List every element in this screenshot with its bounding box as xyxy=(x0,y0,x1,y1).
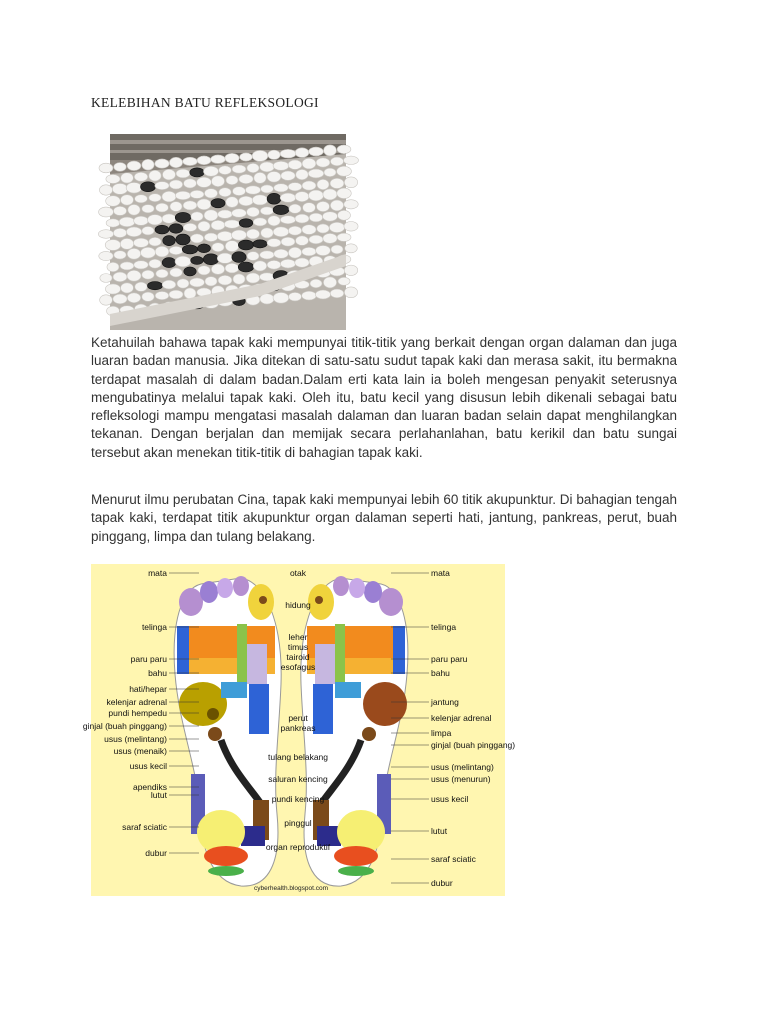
chart-label: usus kecil xyxy=(129,761,167,771)
chart-label: pundi hempedu xyxy=(108,708,167,718)
stone xyxy=(280,259,295,268)
stone xyxy=(218,275,232,285)
stone xyxy=(112,183,127,194)
stone xyxy=(198,244,211,253)
stone xyxy=(233,187,246,196)
stone xyxy=(233,274,245,284)
stone xyxy=(260,207,273,215)
stone xyxy=(212,243,224,252)
stone xyxy=(330,178,344,188)
stone xyxy=(261,185,274,193)
stone xyxy=(121,283,134,293)
stone xyxy=(191,256,204,264)
stone xyxy=(288,183,302,191)
chart-label: tairoid xyxy=(286,652,310,662)
stone xyxy=(273,292,289,303)
chart-label: pankreas xyxy=(280,723,316,733)
stone xyxy=(238,262,254,272)
chart-label: apendiks xyxy=(132,782,167,792)
chart-label: timus xyxy=(287,642,309,652)
chart-label: kelenjar adrenal xyxy=(106,697,167,707)
stone xyxy=(203,166,218,176)
stone xyxy=(162,214,176,223)
stone xyxy=(288,247,301,258)
stone xyxy=(344,177,357,188)
stone xyxy=(295,258,309,267)
stone xyxy=(289,292,302,301)
stone xyxy=(183,201,197,210)
stone xyxy=(170,268,183,277)
stone xyxy=(273,227,289,237)
stone xyxy=(106,219,120,227)
stone xyxy=(176,234,190,245)
stone xyxy=(246,229,259,239)
stone xyxy=(288,226,301,235)
stone xyxy=(337,233,351,241)
stone xyxy=(169,224,183,234)
stone xyxy=(302,181,316,190)
stone xyxy=(280,149,296,158)
stone xyxy=(134,261,148,269)
stone xyxy=(135,195,148,203)
stone xyxy=(147,282,162,290)
stone xyxy=(309,147,324,156)
stone xyxy=(330,289,344,298)
stone xyxy=(149,170,161,181)
stone xyxy=(155,246,169,257)
stone xyxy=(324,168,336,176)
stone xyxy=(303,203,316,213)
chart-label: hidung xyxy=(285,600,311,610)
stone xyxy=(177,279,189,288)
chart-label: limpa xyxy=(431,728,452,738)
chart-label: dubur xyxy=(145,848,167,858)
stone xyxy=(169,246,183,254)
stone xyxy=(169,157,182,167)
stone xyxy=(238,240,253,250)
stone xyxy=(267,193,281,204)
chart-label: ginjal (buah pinggang) xyxy=(82,721,167,731)
stone xyxy=(147,215,162,225)
stone xyxy=(113,272,127,282)
stone xyxy=(106,196,121,207)
chart-label: pundi kencing xyxy=(271,794,325,804)
chart-label: bahu xyxy=(431,668,450,678)
chart-label: bahu xyxy=(148,668,167,678)
stone xyxy=(344,200,358,209)
chart-label: mata xyxy=(148,568,167,578)
stone xyxy=(106,175,120,184)
stone xyxy=(197,177,212,187)
stone xyxy=(330,200,343,211)
stone xyxy=(204,233,217,241)
stone xyxy=(239,196,254,205)
stone xyxy=(190,234,203,243)
stone xyxy=(295,214,309,223)
stone xyxy=(344,265,358,275)
stone xyxy=(280,193,296,202)
chart-label: telinga xyxy=(431,622,457,632)
stone xyxy=(239,219,253,228)
stone xyxy=(142,292,154,301)
stone xyxy=(295,192,309,202)
stone xyxy=(100,274,112,283)
stone xyxy=(231,230,246,240)
stone xyxy=(169,290,183,299)
stone xyxy=(280,216,295,224)
stone xyxy=(105,284,120,294)
stone xyxy=(217,253,232,263)
stone xyxy=(99,251,113,260)
stone xyxy=(219,166,232,175)
stone xyxy=(175,212,191,222)
stone xyxy=(245,186,260,194)
chart-label: saraf sciatic xyxy=(431,854,476,864)
stone xyxy=(338,210,351,220)
chart-label: ginjal (buah pinggang) xyxy=(431,740,516,750)
stone xyxy=(198,266,210,275)
stone xyxy=(100,295,113,305)
stone xyxy=(149,237,161,246)
chart-label: saluran kencing xyxy=(268,774,328,784)
stone xyxy=(126,183,142,194)
stone xyxy=(317,224,329,233)
stone xyxy=(184,179,197,188)
chart-label: lutut xyxy=(431,826,448,836)
stone xyxy=(337,188,352,198)
stone xyxy=(162,258,176,268)
stone xyxy=(218,210,233,218)
stone xyxy=(295,148,309,158)
stone xyxy=(190,278,205,287)
stone xyxy=(316,158,330,167)
stone xyxy=(344,287,357,298)
stone xyxy=(155,225,169,234)
stone xyxy=(211,176,224,187)
stone xyxy=(127,161,141,171)
stone xyxy=(219,188,231,197)
stone xyxy=(315,290,330,299)
chart-label: kelenjar adrenal xyxy=(431,713,492,723)
stone xyxy=(142,205,154,213)
stone xyxy=(324,145,337,156)
stone xyxy=(183,223,196,231)
chart-label: jantung xyxy=(431,697,459,707)
stone xyxy=(337,166,352,176)
stone xyxy=(107,262,119,271)
stone xyxy=(127,248,141,259)
stone xyxy=(176,169,190,178)
stone xyxy=(120,262,134,270)
stone xyxy=(211,199,225,208)
stone xyxy=(232,252,246,263)
stone xyxy=(310,279,322,288)
stone xyxy=(337,145,351,154)
stone xyxy=(302,158,316,169)
stone xyxy=(156,203,169,212)
chart-label: usus kecil xyxy=(431,794,469,804)
stone xyxy=(135,282,147,291)
chart-label: leher xyxy=(288,632,308,642)
stone xyxy=(133,238,148,247)
chart-label: perut xyxy=(288,713,308,723)
stone xyxy=(119,217,135,227)
stone xyxy=(169,180,182,189)
stone xyxy=(113,228,126,237)
stone xyxy=(142,159,154,170)
stone xyxy=(331,245,343,254)
stone xyxy=(239,174,253,183)
chart-label: saraf sciatic xyxy=(122,822,167,832)
stone xyxy=(254,172,266,183)
stone xyxy=(267,260,281,269)
stone xyxy=(121,195,134,205)
chart-label: usus (melintang) xyxy=(104,734,167,744)
stone xyxy=(224,220,240,228)
stone xyxy=(99,185,112,195)
chart-label: tulang belakang xyxy=(267,752,329,762)
stone xyxy=(274,184,288,192)
stone xyxy=(184,267,196,276)
stone xyxy=(252,150,268,161)
stone xyxy=(323,212,338,221)
stone xyxy=(317,201,330,211)
stone xyxy=(247,252,259,261)
stone xyxy=(253,240,267,248)
stone xyxy=(260,251,274,259)
stone xyxy=(113,206,126,215)
stone xyxy=(142,226,154,234)
stone xyxy=(191,212,203,221)
chart-label: hati/hepar xyxy=(129,684,167,694)
stone xyxy=(330,157,343,166)
chart-label: esofagus xyxy=(280,662,316,672)
stone xyxy=(126,227,142,237)
chart-label: organ reproduktif xyxy=(265,842,331,852)
stone xyxy=(121,173,134,183)
stone xyxy=(162,191,176,201)
stone xyxy=(225,263,239,273)
stone xyxy=(190,168,204,177)
stone xyxy=(247,163,259,172)
foot-reflexology-chart xyxy=(82,564,516,896)
stone xyxy=(274,249,289,258)
chart-label: mata xyxy=(431,568,450,578)
stone xyxy=(134,216,149,225)
stone xyxy=(281,171,295,180)
stone xyxy=(302,291,317,300)
stone xyxy=(253,261,266,271)
reflexology-stones-photo xyxy=(110,134,346,330)
stone xyxy=(175,256,191,267)
stone xyxy=(198,221,210,231)
stone xyxy=(134,172,147,181)
stone xyxy=(105,240,121,251)
stone xyxy=(308,169,324,178)
chart-label: telinga xyxy=(141,622,167,632)
chart-label: paru paru xyxy=(130,654,167,664)
stone xyxy=(273,205,289,215)
stone xyxy=(225,153,239,162)
stone xyxy=(156,269,168,277)
stone xyxy=(302,247,316,255)
foot-map-svg xyxy=(82,564,516,896)
stone xyxy=(162,280,176,289)
stone xyxy=(309,235,323,244)
stone xyxy=(323,277,336,288)
chart-watermark: cyberhealth.blogspot.com xyxy=(253,885,329,892)
stone xyxy=(182,245,198,254)
stone xyxy=(127,270,141,281)
stone xyxy=(183,157,198,165)
chart-label: otak xyxy=(289,568,307,578)
chart-label: dubur xyxy=(431,878,453,888)
stone xyxy=(232,209,247,218)
stone xyxy=(149,259,161,268)
stone xyxy=(197,156,211,165)
stone xyxy=(309,213,322,222)
stone xyxy=(246,273,260,283)
stone xyxy=(289,204,301,213)
stone xyxy=(99,163,113,173)
stone xyxy=(99,207,114,217)
document-title: KELEBIHAN BATU REFLEKSOLOGI xyxy=(91,95,319,110)
stone xyxy=(114,163,126,172)
stone xyxy=(247,207,260,217)
stone xyxy=(163,236,176,246)
stone xyxy=(211,264,224,274)
stone xyxy=(253,218,267,226)
chart-label: paru paru xyxy=(431,654,468,664)
stone xyxy=(120,238,134,249)
stone xyxy=(308,190,323,201)
stone xyxy=(252,195,268,205)
stone xyxy=(296,236,309,246)
stone xyxy=(260,162,275,172)
stone xyxy=(273,161,289,170)
stone xyxy=(268,150,280,159)
stone xyxy=(338,277,350,285)
stone xyxy=(140,247,155,258)
stone xyxy=(323,189,337,200)
chart-label: usus (melintang) xyxy=(431,762,494,772)
stone xyxy=(316,245,331,255)
stone xyxy=(175,191,190,199)
stone xyxy=(225,241,238,252)
stone xyxy=(114,251,126,259)
stone xyxy=(267,171,281,182)
paragraph-2: Menurut ilmu perubatan Cina, tapak kaki mempunyai lebih 60 titik akupunktur. Di bahagian tengah tapak kaki, terdapat titik akupunktur organ dalaman seperti hati, jantung, pankreas, perut, buah pinggang, limpa dan tulang belakang. xyxy=(91,492,677,544)
stone xyxy=(345,244,357,253)
chart-label: lutut xyxy=(150,790,167,800)
stone xyxy=(149,194,161,202)
stone xyxy=(344,222,358,232)
stone xyxy=(344,156,359,164)
stone xyxy=(281,237,295,246)
stone xyxy=(211,220,225,230)
stone xyxy=(155,291,169,299)
stone xyxy=(317,179,329,189)
stone xyxy=(211,155,226,163)
stone xyxy=(197,199,211,210)
paragraph-1: Ketahuilah bahawa tapak kaki mempunyai titik-titik yang berkait dengan organ dalaman dan juga luaran badan manusia. Jika ditekan di satu-satu sudut tapak kaki dan merasa sakit, itu bermakna terdapat masalah di dalam badan.Dalam erti kata lain ia boleh mengesan penyakit seterusnya mengubatinya melalui tapak kaki. Oleh itu, batu kecil yang disusun lebih dikenali sebagai batu refleksologi mampu mengatasi masalah dalaman dan luaran badan selain dapat menghilangkan tekanan. Dengan berjalan dan memijak secara perlahanlahan, batu kerikil dan batu sungai tersebut akan menekan titik-titik di bahagian tapak kaki. xyxy=(91,335,677,460)
stones-illustration xyxy=(110,134,346,330)
stone xyxy=(163,169,176,180)
stone xyxy=(142,270,154,279)
stone xyxy=(170,202,182,212)
stone xyxy=(155,159,169,168)
stone xyxy=(98,230,113,239)
stone xyxy=(261,228,274,238)
stone xyxy=(203,254,218,265)
stone xyxy=(302,225,316,235)
stone xyxy=(217,231,233,241)
stone xyxy=(190,190,204,198)
stone xyxy=(128,204,140,215)
stone xyxy=(296,169,309,179)
stone xyxy=(204,210,218,221)
stone xyxy=(155,182,169,190)
stone xyxy=(288,160,302,169)
stone xyxy=(240,153,253,161)
stone xyxy=(267,239,281,247)
stone xyxy=(329,222,344,232)
stone xyxy=(204,189,217,198)
chart-label: pinggul xyxy=(284,818,312,828)
stone xyxy=(232,165,246,173)
chart-label: usus (menaik) xyxy=(113,746,167,756)
stone xyxy=(226,197,238,208)
stone xyxy=(226,176,238,185)
stone xyxy=(141,182,156,192)
stone xyxy=(113,294,127,304)
stone xyxy=(127,293,140,303)
stone xyxy=(323,233,337,243)
stone xyxy=(268,216,281,226)
chart-label: usus (menurun) xyxy=(431,774,491,784)
stone xyxy=(205,277,217,286)
